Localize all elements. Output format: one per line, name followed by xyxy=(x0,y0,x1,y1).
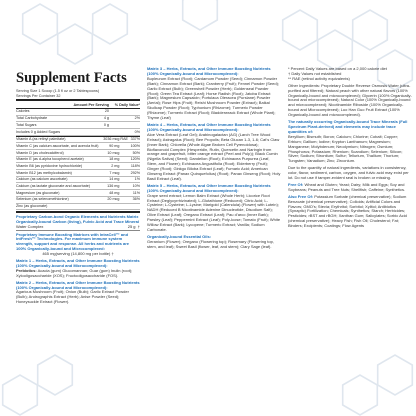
carbon-matrix-dv-mark: † xyxy=(137,224,140,229)
free-of xyxy=(288,183,412,193)
matrix-1-heading: Matrix 1 – Herbs, Extracts, and Other Immune Boosting Nutrients (100% Organically-bound and Microcomplexed): xyxy=(16,258,140,268)
nutrient-dv xyxy=(109,122,140,129)
prebiotics-label: Prebiotics: xyxy=(16,267,37,273)
nutrient-amount: 7 mcg xyxy=(101,170,120,177)
nutrient-amount xyxy=(66,128,109,135)
nutrient-dv: 11% xyxy=(128,190,140,197)
hexagon-shape xyxy=(183,0,218,30)
nutrient-table-b xyxy=(16,136,140,211)
nutrient-amount: 4 g xyxy=(66,115,109,122)
nutrient-table-a xyxy=(16,102,140,135)
amount-header: Amount Per Serving xyxy=(66,102,109,108)
prebiotics-list: Acacia (gum) Glucomannan; Guar (gum) Inulin (root); Xylooligosaccharide (XOS); Fructooligosaccharide (FOS). xyxy=(16,267,133,278)
nutrient-unit xyxy=(119,150,128,157)
table-row xyxy=(16,108,140,115)
free-of-list: Wheat and Gluten; Yeast; Dairy; Milk and Eggs; Soy and Soybeans; Peanuts and Tree Nuts; Shellfish; Caffeine; Synthetics. xyxy=(288,181,406,192)
table-row xyxy=(16,196,140,203)
also-free-of-list: Potassium Sorbate (chemical preservative); Sodium Benzoate (chemical preservative); Colloids; Artificial Colors and Flavors; GMO’s; Stevia; Erythritol; Sorbitol; Xylitol; Antibiotics (Synaptic) Fortilization; Chemicals; Synthetics; Starch; Herbicides; Pesticides; rBST and rBGH; Xanthan Gum; Salicylates; Sorbic Acid (chemical preservative); Heavy Fish; Fish Oil; Cholesterol; Fat; Binders; Excipients; Coatings; Flow Agents xyxy=(288,193,407,229)
other-ingredients: Other Ingredients: Proprietary Double Reverse Osmosis Water (ultra-purified and filtered); Natural peach with other natural flavors (100% Organically-bound and microcomplexed); Glycerin (100% Organically-bound and microcomplexed); Natural Color (100% Organically-bound and microcomplexed); Nicotinamide Riboside (100% Organically-bound and Microcomplexed); Luo Han Guo Fruit Extract (100% Organically-bound and microcomplexed). xyxy=(288,82,412,118)
table-row xyxy=(16,170,140,177)
matrix-3-heading: Matrix 3 – Herbs, Extracts, and Other Immune Boosting Nutrients (100% Organically-bound and Microcomplexed): xyxy=(147,67,271,76)
table-row xyxy=(16,122,140,129)
nutrient-unit xyxy=(119,143,128,150)
hexagon-shape xyxy=(93,4,128,44)
nutrient-name: Includes 0 g Added Sugars xyxy=(16,128,66,135)
nutrient-unit xyxy=(119,163,128,170)
nutrient-name: Calcium (as lactate gluconate and ascorbate) xyxy=(16,183,101,190)
table-row xyxy=(16,128,140,135)
hexagon-shape xyxy=(283,10,318,50)
nutrient-name: Calcium (as calcium ascorbate) xyxy=(16,176,101,183)
nutrient-amount: 20 mcg xyxy=(101,196,120,203)
nutrient-name: Vitamin B12 (as methylcobalamin) xyxy=(16,170,101,177)
essential-oils-text: Geranium (Flower); Oregano (Flowering top); Rosemary (Flowering top, stem, and leaf); Sweet Basil (flower, leaf, and stem); Clary Sage (leaf). xyxy=(147,238,274,249)
nutrient-unit xyxy=(119,203,128,210)
nutrient-dv: 100% xyxy=(128,143,140,150)
nutrient-unit xyxy=(119,183,128,190)
table-row xyxy=(16,143,140,150)
table-row xyxy=(16,150,140,157)
nutrient-dv xyxy=(128,203,140,210)
matrix-4-heading: Matrix 4 – Herbs, Extracts, and Other Immune Boosting Nutrients (100% Organically-bound and Microcomplexed): xyxy=(147,121,271,132)
supplement-facts-column xyxy=(16,67,140,413)
nutrient-dv: 337% xyxy=(128,136,140,143)
nutrient-name: Zinc (as gluconate) xyxy=(16,203,101,210)
nutrient-name: Vitamin B6 (as pyridoxine hydrochloride) xyxy=(16,163,101,170)
table-row xyxy=(16,190,140,197)
carbon-matrix-item: Water Complex xyxy=(16,224,44,229)
nutrient-amount: 136 mg xyxy=(101,183,120,190)
nutrient-amount: 20 xyxy=(66,108,109,115)
immune-matrices-heading: Proprietary Immune Boosting Matrices with IntraCell™ and IntFresh™ Technologies. For maximum immune system strength, support and response. All herbs and nutrients are 100% Organically-bound and Microcomplexed: xyxy=(16,231,129,252)
nutrient-name: Calories xyxy=(16,108,66,115)
nutrient-amount: 18 mg xyxy=(101,156,120,163)
footnote-dv: * Percent Daily Values are based on a 2,000 calorie diet xyxy=(288,67,387,71)
nutrient-dv: 292% xyxy=(128,170,140,177)
page-title: Supplement Facts xyxy=(16,70,127,86)
nutrient-amount: 3036 mcg xyxy=(101,136,120,143)
footnote-rae: ** RAE (retinol activity equivalents) xyxy=(288,75,350,81)
nutrient-unit xyxy=(119,170,128,177)
nutrient-dv: 36% xyxy=(128,196,140,203)
hexagon-shape xyxy=(23,4,58,44)
table-row xyxy=(16,163,140,170)
matrix-5-heading: Matrix 5 – Herbs, Extracts, and Other Immune Boosting Nutrients (100% Organically-bound and Microcomplexed): xyxy=(147,182,271,193)
trace-minerals-text: Beryllium; Bismuth; Boron; Calcium; Chlorine; Cobalt; Copper; Erbium; Gallium; Iodine; Krypton Lanthanum; Magnesium; Manganese; Molybdenum; Neodymium; Nitrogen; Osmium; Phosphorus; Potassium; Rhenium; Scandium; Selenium; Silicon; Silver; Sodium; Strontium; Sulfur; Tellurium, Thallium; Thorium; Tungsten; Vanadium; Zinc; Zirconium. xyxy=(288,133,403,164)
nutrient-name: Vitamin E (as d-alpha tocopherol acetate) xyxy=(16,156,101,163)
also-free-of xyxy=(288,195,412,229)
nutrient-name: Total Carbohydrate xyxy=(16,115,66,122)
table-row xyxy=(16,176,140,183)
nutrient-dv xyxy=(109,108,140,115)
nutrient-name: Vitamin A (as retinyl palmitate) xyxy=(16,136,101,143)
essential-oils-heading: Organically-bound Essential Oils: xyxy=(147,233,212,239)
table-row xyxy=(16,156,140,163)
table-row xyxy=(16,115,140,122)
serving-size: Serving Size 1 Scoop (1.5 fl oz or 2 Tablespoons) xyxy=(16,89,100,93)
table-row xyxy=(16,136,140,143)
nutrient-dv: 1% xyxy=(128,176,140,183)
nutrient-unit xyxy=(119,156,128,163)
hexagon-shape xyxy=(58,24,93,64)
nutrient-dv: 50% xyxy=(128,150,140,157)
nutrient-amount: 90 mg xyxy=(101,143,120,150)
variation-disclaimer: Due to the quantity of natural ingredients, variations in consistency, color, flavor, sediment, carbon, oxygen, and fulvic acid may exist per lot. Do not use if tamper-evident seal is broken or missing. xyxy=(288,165,409,181)
footnote-not-established: † Daily Values not established xyxy=(288,70,342,76)
matrix-2-heading: Matrix 2 – Herbs, Extracts, and Other Immune Boosting Nutrients (100% Organically-bound and Microcomplexed): xyxy=(16,279,140,290)
divider xyxy=(16,99,140,101)
nutrient-amount: 48 mg xyxy=(101,190,120,197)
divider xyxy=(16,211,140,213)
nutrient-unit: RAE xyxy=(120,137,129,142)
nutrient-unit xyxy=(119,176,128,183)
nutrient-name: Vitamin C (as calcium ascorbate, and acerola fruit) xyxy=(16,143,101,150)
nutrient-amount: 0 g xyxy=(66,122,109,129)
hexagon-shape xyxy=(353,10,388,50)
dv-header: % Daily Value* xyxy=(109,102,140,108)
carbon-matrix-amount: 25 g xyxy=(127,224,136,229)
matrix-2-text: Agaricus Mushroom (Fruit); Onion (Bulb); Garlic Extract Powder (Bulb); Andrographis Extract (Herb); Anise Powder (Seed); Honeysuckle Extract (Flower). xyxy=(16,289,129,305)
matrix-4-text: Aloe Vera Extract (Leaf Gel); Arabinogalactan (AG) (Larch Tree Wood Extract); Astragalus (Root); Bee Propolis; Beta Glucan 1-3, 1-6; Cat’s Claw (Inner Bark); Chlorella (Whole Algae Broken Cell Pyrenoidosa); Bioflavonoid Complex (Hesperidin, Rutin, Quercetin and Naringin from orange and grapefruit, bitter orange extract (Peel and Pulp)); Black Cumin (Nigella Sativa) (Seed); Dandelion (Root); Echinacea Purpurea (Leaf, Stem, and Flower); Echinacea Angustifolia (Root); Elderberry (Fruit); Ginger (Root); Ginkgo Biloba Extract (Leaf); Fumaric Acid; American Ginseng Extract (Panax Quinquefolius) (Root); Panax Ginseng (Root); Holy Basil Extract (Leaf). xyxy=(147,131,281,181)
nutrient-unit xyxy=(119,190,128,197)
matrix-3-text: Bupleurum Extract (Root); Cardamom Powder (Seed); Cinnamon Powder (Bark); Cinnamon Extract (Bark); Cranberry (Fruit); Fennel Powder (Seed); Garlic Extract (Bulb); Greenshell Powder (Herb); Goldenseal Powder (Root); Green Tea Extract (Leaf); Horse Radish (Root); Jatoba Extract (Bark); Magnesium Capsaicin; Portulaca Oleracea (Purslane) Powder (Aerial); Rose Hips (Fruit); Reishi Mushroom Powder (Extract); Baikal Skullcap Powder (Root); Typhonium (Rhizome); Turmeric Powder (Rhizome); Turmeric Extract (Root); Bladderwrack Extract (Whole Plant); Thyme (Leaf) xyxy=(147,75,280,121)
matrix-5-text: Grape seed extract; Lemon Balm Extract (Whole Herb); Licorice Root Extract (Deglycyrrhizinated); L-Glutathione (Reduced); Citric Acid; L-Cysteine; L-Cysteine; L-Lysine; Marigold (Calendula) (Flower) with Lutein); NADH (Reduced B Nicotinamide Adenine Dinucleotide, Disodium Salt); Olive Extract (Leaf); Oregano Extract (Leaf); Pau d’arco (Inner Bark); Parsley (Leaf); Peppermint Extract (Leaf); Poly-Icose; Tomato (Fruit); White Willow Extract (Bark); Lycopene; Turmeric Extract; Vanilla; Sodium Carbonate. xyxy=(147,192,281,232)
matrices-column xyxy=(147,67,281,413)
free-of-label: Free Of: xyxy=(288,181,304,187)
nutrient-name: Vitamin D (as cholecalciferol) xyxy=(16,150,101,157)
nutrient-dv: 2% xyxy=(109,115,140,122)
nutrient-dv: 118% xyxy=(128,163,140,170)
nutrient-name: Total Sugars xyxy=(16,122,66,129)
divider xyxy=(16,230,140,231)
nutrient-name: Selenium (as selenomethionine) xyxy=(16,196,101,203)
table-row xyxy=(16,183,140,190)
nutrient-name: Magnesium (as gluconate) xyxy=(16,190,101,197)
nutrient-dv: 120% xyxy=(128,156,140,163)
nutrient-dv: 10% xyxy=(128,183,140,190)
table-row xyxy=(16,203,140,210)
nutrient-unit xyxy=(119,196,128,203)
nutrient-amount xyxy=(101,203,120,210)
also-free-of-label: Also Free Of: xyxy=(288,193,314,199)
notes-column xyxy=(288,67,412,413)
nutrient-amount: 14 mg xyxy=(101,176,120,183)
servings-per-container: Servings Per Container 32 xyxy=(16,93,61,98)
nutrient-amount: 10 mcg xyxy=(101,150,120,157)
nutrient-dv: 0% xyxy=(109,128,140,135)
immune-matrices-amount: 465 mg(serving (14,800 mg per bottle) † xyxy=(42,251,114,257)
hexagon-shape xyxy=(318,30,353,70)
trace-minerals-heading: The naturally occurring Organically-bound Trace Minerals (Full Spectrum Plant-derived) and elements may include trace quantities of: xyxy=(288,119,408,134)
carbon-matrix-heading: Proprietary Carbon-bond Organic Elements and Nutrients Matrix Organically-bound Carbon (living), Fulvic Acid and Trace Mineral xyxy=(16,214,139,225)
nutrient-amount: 2 mg xyxy=(101,163,120,170)
matrix-1-text xyxy=(16,269,140,279)
